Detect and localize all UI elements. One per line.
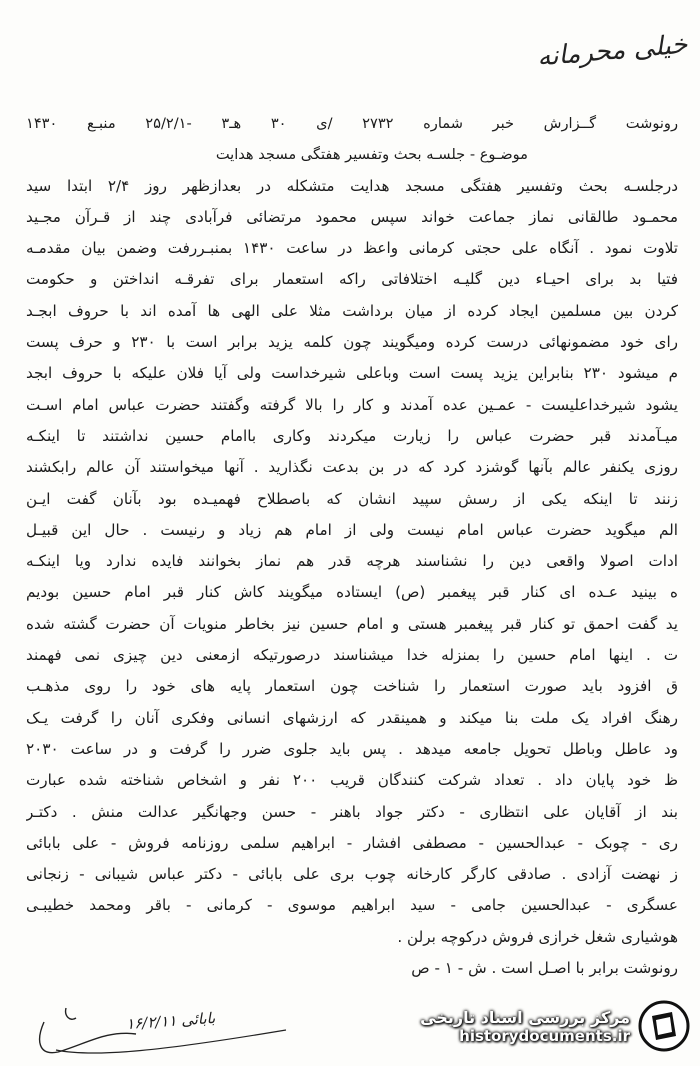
- report-text-line: ه بینید عـده ای کنار قبر پیغمبر (ص) ایستاده میگویند کاش کنار قبر امام حسین بودیم: [26, 583, 678, 602]
- report-text-line: فتیا بد برای احیـاء دین گلیـه اختلافاتی راکه استعمار برای تفرقـه انداختن و حکومت: [26, 270, 678, 289]
- archive-logo-icon: [638, 1000, 690, 1052]
- report-reference-line: رونوشت گــزارش خبر شماره ۲۷۳۲ /ی ۳۰ هـ۳ -۲۵/۲/۱ منبـع ۱۴۳۰: [26, 115, 678, 132]
- report-text-line: یشود شیرخداعلیست - عمـین عده آمدند و کار را بالا گرفته وگفتند حضرت عباس امام اسـت: [26, 395, 678, 414]
- report-text-line: ید گفت احمق تو کنار قبر پیغمبر هستی و امام حسین نیز بخاطر منویات آن حضرت گشته شده: [26, 614, 678, 633]
- report-text-line: ز نهضت آزادی . صادقی کارگر کارخانه چوب بری علی بابائی - دکتر عباس شیبانی - زنجانی: [26, 865, 678, 884]
- report-text-line: ود عاطل وباطل تحویل جامعه میدهد . پس باید جلوی ضرر را گرفت و در ساعت ۲۰۳۰: [26, 739, 678, 758]
- handwritten-note: خیلی محرمانه: [536, 29, 690, 73]
- report-text-line: ری - چوبک - عبدالحسین - مصطفی افشار - ابراهیم سلمی روزنامه فروش - علی بابائی: [26, 833, 678, 852]
- report-text-line: هوشیاری شغل خرازی فروش درکوچه برلن .: [397, 927, 678, 946]
- watermark-url: historydocuments.ir: [459, 1026, 630, 1045]
- report-text-line: محمـود طالقانی نماز جماعت خواند سپس محمود مرتضائی فرآبادی چند از قـرآن مجـید: [26, 207, 678, 226]
- report-body: [26, 108, 678, 984]
- report-text-line: م میشود ۲۳۰ بنابراین یزید پست است وباعلی شیرخداست ولی آیا فلان علیکه با حروف ابجد: [26, 364, 678, 383]
- signature-text: ۱۶/۲/۱۱ بابائی: [125, 1008, 216, 1034]
- report-text-line: کردن بین مسلمین ایجاد کرده از میان برداشت مثلا علی الهی ها آمده اند با حروف ابجـد: [26, 301, 678, 320]
- report-text-line: ظ خود پایان داد . تعداد شرکت کنندگان قریب ۲۰۰ نفر و اشخاص شناخته شده عبارت: [26, 771, 678, 790]
- report-text-line: عسگری - عبدالحسین جامی - سید ابراهیم موسوی - کرمانی - باقر ومحمد خطیبـی: [26, 896, 678, 915]
- report-subject-line: موضـوع - جلسـه بحث وتفسیر هفتگی مسجد هدایت: [215, 146, 528, 164]
- report-text-line: ادات اصولا واقعی دین را نشناسند هرچه قدر هم نماز بخوانند فایده ندارد ویا اینکـه: [26, 552, 678, 571]
- report-text-line: بند از آقایان علی انتظاری - دکتر جواد باهنر - حسن وجهانگیر عدالت منش . دکتـر: [26, 802, 678, 821]
- report-text-line: الم میگوید حضرت عباس امام نیست ولی از امام هم زیاد و رنیست . حال این قبیـل: [26, 520, 678, 539]
- report-text-line: تلاوت نمود . آنگاه علی حجتی کرمانی واعظ در ساعت ۱۴۳۰ بمنبـررفت وضمن بیان مقدمـه: [26, 239, 678, 258]
- report-text-line: رای خود مضمونهائی درست کرده ومیگویند چون کلمه یزید برابر است با ۲۳۰ و حرف پست: [26, 333, 678, 352]
- report-text-line: میـآمدند قبر حضرت عباس را زیارت میکردند وکاری باامام حسین نداشتند تا اینکـه: [26, 426, 678, 445]
- report-text-line: زنند تا اینکه یکی از رسش سپید انشان که باصطلاح فهمیـده بود بآنان گفت ایـن: [26, 489, 678, 508]
- signature-area: [26, 1000, 296, 1060]
- report-text-line: ت . اینها امام حسین را بمنزله خدا میشناسند درصورتیکه ازمعنی دین چیزی نمی فهمند: [26, 646, 678, 665]
- report-text-line: ق افزود باید صورت استعمار را شناخت چون استعمار پایه های خود را روی مذهـب: [26, 677, 678, 696]
- copy-certification-line: رونوشت برابر با اصـل است . ش - ۱ - ص: [411, 959, 678, 978]
- watermark-title: مرکز بررسی اسناد تاریخی: [420, 1007, 630, 1027]
- report-text-line: درجلسـه بحث وتفسیر هفتگی مسجد هدایت متشکله در بعدازظهر روز ۲/۴ ابتدا سید: [26, 176, 678, 195]
- report-text-line: روزی یکنفر عالم بآنها گوشزد کرد که در بن بدعت نگذارید . آنها میخواستند آن عالم رابکشند: [26, 458, 678, 477]
- handwritten-header: [438, 29, 690, 82]
- watermark: [380, 994, 690, 1058]
- report-text-line: رهنگ افراد یک ملت بنا میکند و همینقدر که ارزشهای انسانی وفکری آنان را گرفت یـک: [26, 708, 678, 727]
